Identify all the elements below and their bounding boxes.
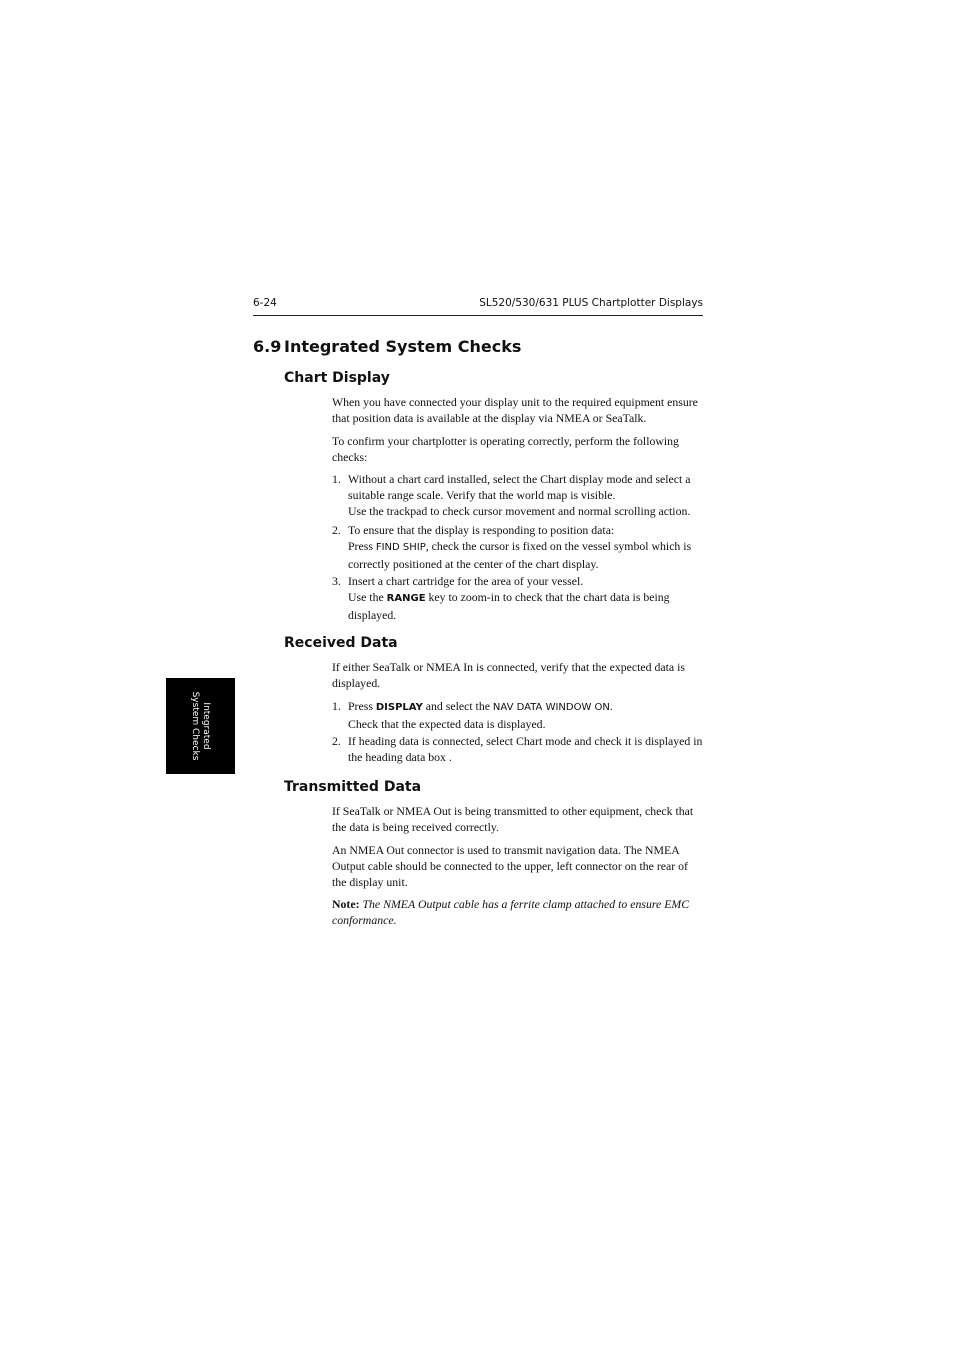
side-tab-label: Integrated System Checks [190,691,212,761]
section-title: Integrated System Checks [284,337,522,356]
list-item: 2. To ensure that the display is responding to position data: Press FIND SHIP, check the cursor is fixed on the vessel symbol which is correctly positioned at the center of the chart display. [332,523,692,571]
find-ship-key: FIND SHIP [375,542,426,553]
transmitted-data-para1: If SeaTalk or NMEA Out is being transmitted to other equipment, check that the data is being received correctly. [332,804,694,834]
range-key: RANGE [386,593,426,604]
page-header [253,297,703,316]
note-text: The NMEA Output cable has a ferrite clamp attached to ensure EMC conformance. [332,897,690,927]
note-label: Note: [332,897,360,911]
chart-display-para2: To confirm your chartplotter is operating correctly, perform the following checks: [332,434,679,464]
received-data-para1: If either SeaTalk or NMEA In is connected, verify that the expected data is displayed. [332,660,685,690]
received-data-heading: Received Data [284,635,398,651]
transmitted-data-heading: Transmitted Data [284,779,422,795]
note [332,896,704,928]
section-number: 6.9 [253,337,282,356]
transmitted-data-para2: An NMEA Out connector is used to transmit navigation data. The NMEA Output cable should be connected to the upper, left connector on the rear of the display unit. [332,843,688,889]
list-item: 2. If heading data is connected, select Chart mode and check it is displayed in the heading data box . [332,734,703,764]
chart-display-heading: Chart Display [284,370,390,386]
list-item: 3. Insert a chart cartridge for the area of your vessel. Use the RANGE key to zoom-in to check that the chart data is being displayed. [332,574,670,622]
chart-display-para1: When you have connected your display unit to the required equipment ensure that position data is available at the display via NMEA or SeaTalk. [332,395,698,425]
document-title: SL520/530/631 PLUS Chartplotter Displays [479,297,703,309]
section-heading [253,337,521,356]
list-item: 1. Press DISPLAY and select the NAV DATA WINDOW ON. Check that the expected data is displayed. [332,699,613,731]
nav-data-window-softkey: NAV DATA WINDOW ON [492,702,610,713]
list-item: 1. Without a chart card installed, select the Chart display mode and select a suitable range scale. Verify that the world map is visible. Use the trackpad to check cursor movement and normal scrolling action. [332,472,691,518]
display-key: DISPLAY [375,702,423,713]
page-number: 6-24 [253,297,277,309]
side-tab [166,678,235,774]
